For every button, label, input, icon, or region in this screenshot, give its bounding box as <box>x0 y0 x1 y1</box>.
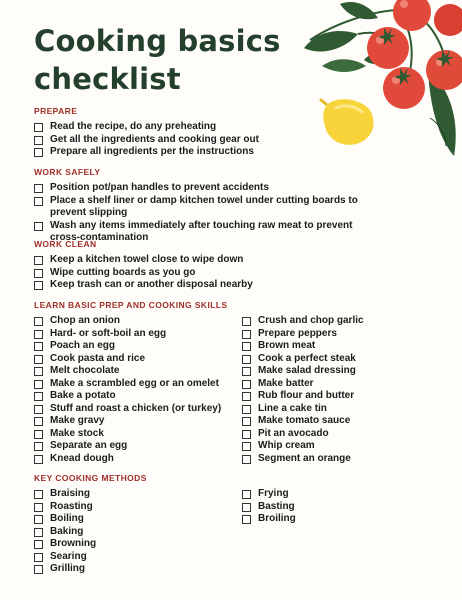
checklist-item[interactable]: Frying <box>242 488 450 501</box>
checkbox[interactable] <box>34 515 43 524</box>
checkbox[interactable] <box>242 430 251 439</box>
checklist-item[interactable]: Cook pasta and rice <box>34 353 242 366</box>
checkbox[interactable] <box>242 367 251 376</box>
checkbox[interactable] <box>34 503 43 512</box>
checkbox[interactable] <box>34 317 43 326</box>
checkbox[interactable] <box>34 417 43 426</box>
section-title-prepare: PREPARE <box>34 106 78 116</box>
checklist-item[interactable]: Braising <box>34 488 242 501</box>
checkbox[interactable] <box>34 256 43 265</box>
checklist-item[interactable]: Make salad dressing <box>242 365 450 378</box>
methods-column-2 <box>242 488 450 576</box>
checkbox[interactable] <box>34 355 43 364</box>
checklist-item[interactable]: Hard- or soft-boil an egg <box>34 328 242 341</box>
checklist-item[interactable]: Make a scrambled egg or an omelet <box>34 378 242 391</box>
checklist-item[interactable]: Line a cake tin <box>242 403 450 416</box>
checklist-item[interactable]: Make stock <box>34 428 242 441</box>
checkbox[interactable] <box>242 503 251 512</box>
checklist-item[interactable]: Keep a kitchen towel close to wipe down <box>34 254 253 267</box>
checklist-item[interactable]: Wipe cutting boards as you go <box>34 267 253 280</box>
skills-column-2 <box>242 315 450 465</box>
checkbox[interactable] <box>34 528 43 537</box>
checklist-item[interactable]: Boiling <box>34 513 242 526</box>
section-title-skills: LEARN BASIC PREP AND COOKING SKILLS <box>34 300 228 310</box>
checklist-item[interactable]: Knead dough <box>34 453 242 466</box>
checklist-item[interactable]: Wash any items immediately after touching raw meat to prevent cross-contamination <box>34 220 394 245</box>
section-title-work-safely: WORK SAFELY <box>34 167 101 177</box>
section-title-methods: KEY COOKING METHODS <box>34 473 147 483</box>
checklist-item[interactable]: Prepare peppers <box>242 328 450 341</box>
checklist-item[interactable]: Brown meat <box>242 340 450 353</box>
checkbox[interactable] <box>34 184 43 193</box>
checkbox[interactable] <box>34 442 43 451</box>
checkbox[interactable] <box>34 269 43 278</box>
checkbox[interactable] <box>34 405 43 414</box>
checkbox[interactable] <box>34 392 43 401</box>
section-title-work-clean: WORK CLEAN <box>34 239 97 249</box>
checkbox[interactable] <box>34 222 43 231</box>
checkbox[interactable] <box>242 380 251 389</box>
checkbox[interactable] <box>34 148 43 157</box>
skills-column-1 <box>34 315 242 465</box>
checklist-item[interactable]: Cook a perfect steak <box>242 353 450 366</box>
checklist-item[interactable]: Keep trash can or another disposal nearby <box>34 279 253 292</box>
checkbox[interactable] <box>34 123 43 132</box>
checkbox[interactable] <box>242 442 251 451</box>
checklist-item[interactable]: Separate an egg <box>34 440 242 453</box>
checkbox[interactable] <box>242 455 251 464</box>
checklist-item[interactable]: Crush and chop garlic <box>242 315 450 328</box>
checkbox[interactable] <box>34 367 43 376</box>
checkbox[interactable] <box>34 380 43 389</box>
checklist-item[interactable]: Read the recipe, do any preheating <box>34 121 259 134</box>
checkbox[interactable] <box>242 330 251 339</box>
checklist-item[interactable]: Stuff and roast a chicken (or turkey) <box>34 403 242 416</box>
checklist-item[interactable]: Poach an egg <box>34 340 242 353</box>
lemon-icon <box>321 99 374 145</box>
checkbox[interactable] <box>242 392 251 401</box>
checklist-item[interactable]: Bake a potato <box>34 390 242 403</box>
checkbox[interactable] <box>242 417 251 426</box>
checklist-item[interactable]: Prepare all ingredients per the instructions <box>34 146 259 159</box>
checkbox[interactable] <box>34 197 43 206</box>
checklist-item[interactable]: Chop an onion <box>34 315 242 328</box>
checkbox[interactable] <box>242 490 251 499</box>
checklist-item[interactable]: Basting <box>242 501 450 514</box>
checkbox[interactable] <box>34 281 43 290</box>
checklist-item[interactable]: Get all the ingredients and cooking gear out <box>34 134 259 147</box>
page-title: Cooking basics checklist <box>34 24 281 96</box>
checkbox[interactable] <box>34 490 43 499</box>
section-work-clean <box>34 239 253 292</box>
checklist-item[interactable]: Grilling <box>34 563 242 576</box>
checklist-item[interactable]: Melt chocolate <box>34 365 242 378</box>
checklist-item[interactable]: Rub flour and butter <box>242 390 450 403</box>
section-prepare <box>34 106 259 159</box>
checklist-item[interactable]: Roasting <box>34 501 242 514</box>
checklist-item[interactable]: Make tomato sauce <box>242 415 450 428</box>
checklist-item[interactable]: Make gravy <box>34 415 242 428</box>
checklist-item[interactable]: Searing <box>34 551 242 564</box>
checkbox[interactable] <box>34 330 43 339</box>
section-skills <box>34 300 450 465</box>
checkbox[interactable] <box>34 136 43 145</box>
section-methods <box>34 473 450 576</box>
checkbox[interactable] <box>34 455 43 464</box>
methods-column-1 <box>34 488 242 576</box>
checkbox[interactable] <box>242 317 251 326</box>
checkbox[interactable] <box>34 342 43 351</box>
checkbox[interactable] <box>242 515 251 524</box>
checklist-item[interactable]: Whip cream <box>242 440 450 453</box>
checklist-item[interactable]: Segment an orange <box>242 453 450 466</box>
checkbox[interactable] <box>34 565 43 574</box>
checklist-item[interactable]: Browning <box>34 538 242 551</box>
checklist-item[interactable]: Make batter <box>242 378 450 391</box>
checklist-item[interactable]: Place a shelf liner or damp kitchen towel under cutting boards to prevent slipping <box>34 195 394 220</box>
checkbox[interactable] <box>242 342 251 351</box>
checkbox[interactable] <box>242 405 251 414</box>
checklist-item[interactable]: Pit an avocado <box>242 428 450 441</box>
checkbox[interactable] <box>34 553 43 562</box>
section-work-safely <box>34 167 394 245</box>
checklist-item[interactable]: Broiling <box>242 513 450 526</box>
checklist-item[interactable]: Position pot/pan handles to prevent accidents <box>34 182 394 195</box>
checklist-item[interactable]: Baking <box>34 526 242 539</box>
checkbox[interactable] <box>34 430 43 439</box>
checkbox[interactable] <box>34 540 43 549</box>
checkbox[interactable] <box>242 355 251 364</box>
